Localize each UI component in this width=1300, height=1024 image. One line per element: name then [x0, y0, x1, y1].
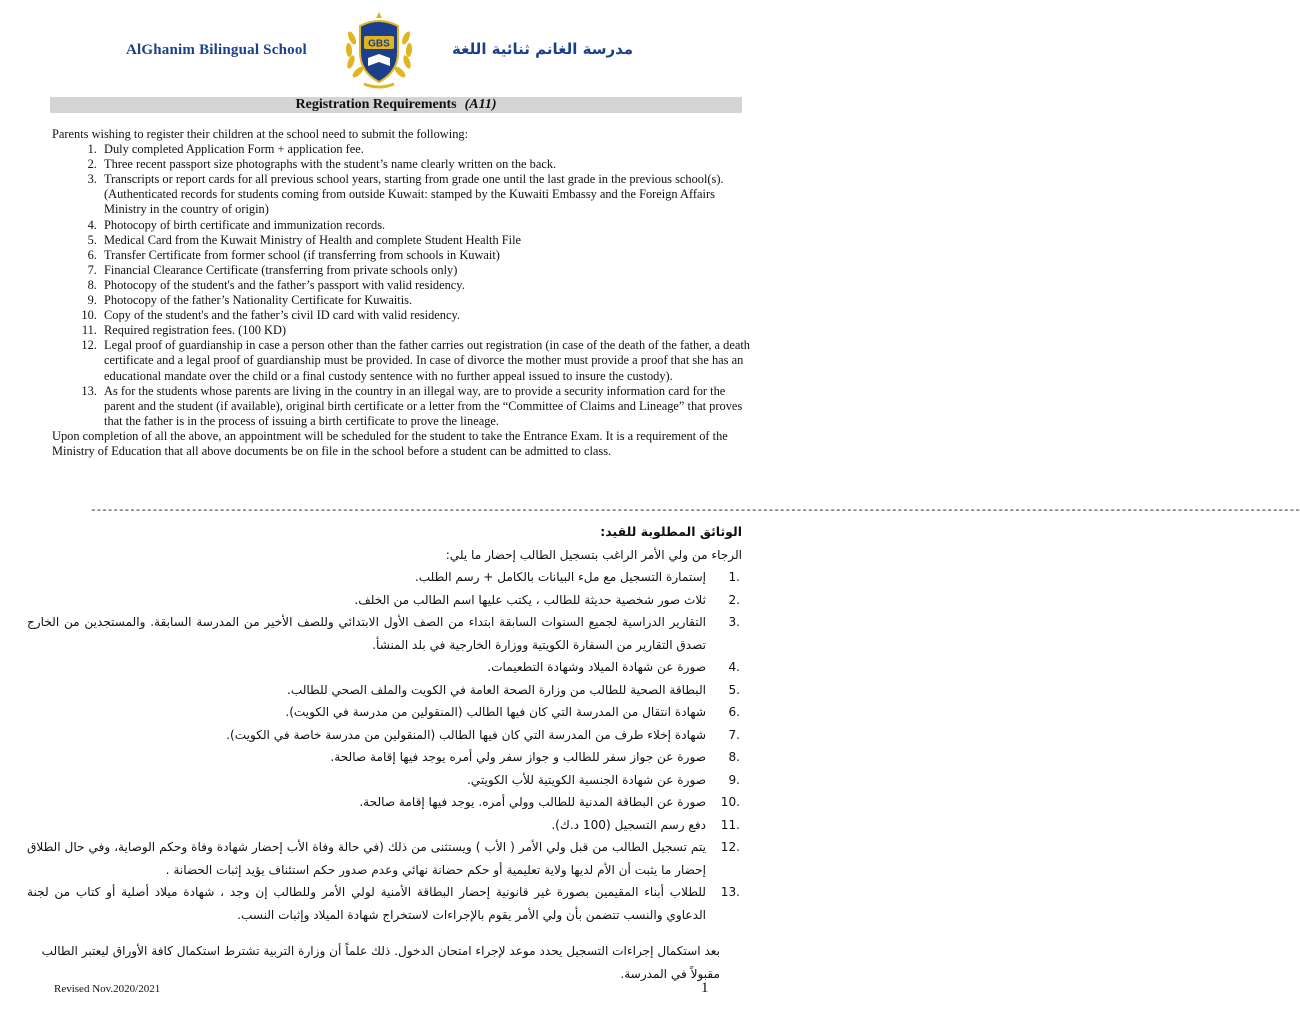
- school-logo: [340, 8, 418, 90]
- item-text: شهادة انتقال من المدرسة التي كان فيها الطالب (المنقولين من مدرسة في الكويت).: [285, 705, 706, 719]
- item-text: صورة عن شهادة الميلاد وشهادة التطعيمات.: [487, 660, 706, 674]
- item-text: دفع رسم التسجيل (100 د.ك).: [551, 817, 706, 832]
- list-item: 3. Transcripts or report cards for all previous school years, starting from grade one until the last grade in the previous school(s). (Authenticated records for students coming from outside Kuwait: stamped by the Kuwaiti Embassy and the Foreign Affairs Ministry in the country of origin): [100, 172, 752, 217]
- page-title: [50, 97, 742, 113]
- item-number: .7: [728, 727, 740, 742]
- item-text: شهادة إخلاء طرف من المدرسة التي كان فيها الطالب (المنقولين من مدرسة خاصة في الكويت).: [226, 727, 706, 742]
- arabic-heading: الوثائق المطلوبة للقيد:: [600, 524, 742, 539]
- list-item: 11. Required registration fees. (100 KD): [100, 323, 752, 338]
- list-item: [27, 836, 742, 881]
- item-text: ثلاث صور شخصية حديثة للطالب ، يكتب عليها اسم الطالب من الخلف.: [354, 592, 706, 607]
- item-text: التقارير الدراسية لجميع السنوات السابقة ابتداء من الصف الأول الابتدائي وللصف الأخير من المدرسة السابقة. والمستجدين من الخارج تصدق التقارير من السفارة الكويتية ووزارة الخارجية في بلد المنشأ.: [27, 615, 706, 652]
- list-item: 6. Transfer Certificate from former school (if transferring from schools in Kuwait): [100, 248, 752, 263]
- item-text: البطاقة الصحية للطالب من وزارة الصحة العامة في الكويت والملف الصحي للطالب.: [286, 682, 706, 697]
- item-text: صورة عن شهادة الجنسية الكويتية للأب الكويتي.: [466, 772, 706, 787]
- list-item: 2. Three recent passport size photographs with the student’s name clearly written on the back.: [100, 157, 752, 172]
- list-item: [27, 656, 742, 679]
- letterhead: [0, 0, 770, 95]
- item-text: إستمارة التسجيل مع ملء البيانات بالكامل + رسم الطلب.: [414, 570, 706, 584]
- item-number: .9: [728, 772, 740, 787]
- arabic-closing: بعد استكمال إجراءات التسجيل يحدد موعد لإجراء امتحان الدخول. ذلك علماً أن وزارة التربية تشترط استكمال كافة الأوراق ليعتبر الطالب مقبولاً في المدرسة.: [41, 944, 720, 981]
- item-text: يتم تسجيل الطالب من قبل ولي الأمر ( الأب ) ويستثنى من ذلك (في حالة وفاة الأب إحضار شهادة وفاة وحكم الوصاية، وفي حال الطلاق إحضار ما يثبت أن الأم لديها ولاية تعليمية أو حكم حضانة نهائي وعدم صدور حكم استئناف يؤيد إثبات الحضانة .: [27, 840, 706, 877]
- list-item: 10. Copy of the student's and the father’s civil ID card with valid residency.: [100, 308, 752, 323]
- title-text: Registration Requirements: [295, 97, 457, 112]
- page-number: 1: [701, 980, 709, 996]
- list-item: [27, 881, 742, 926]
- list-item: 8. Photocopy of the student's and the father’s passport with valid residency.: [100, 278, 752, 293]
- list-item: [27, 791, 742, 814]
- item-text: صورة عن البطاقة المدنية للطالب وولي أمره. يوجد فيها إقامة صالحة.: [359, 795, 706, 809]
- arabic-requirements-list: [27, 566, 742, 926]
- list-item: [27, 814, 742, 837]
- item-number: .3: [728, 615, 740, 629]
- arabic-intro: الرجاء من ولي الأمر الراغب بتسجيل الطالب إحضار ما يلي:: [445, 547, 742, 562]
- list-item: [27, 566, 742, 589]
- item-number: .6: [728, 705, 740, 719]
- item-number: .11: [720, 817, 740, 832]
- english-section: [52, 127, 752, 459]
- list-item: [27, 589, 742, 612]
- english-closing: Upon completion of all the above, an appointment will be scheduled for the student to take the Entrance Exam. It is a requirement of the Ministry of Education that all above documents be on file in the school before a student can be admitted to class.: [52, 428, 728, 458]
- item-number: .2: [728, 592, 740, 607]
- arabic-section: [27, 521, 742, 985]
- list-item: 13. As for the students whose parents are living in the country in an illegal way, are to provide a security information card for the parent and the student (if available), original birth certificate or a letter from the “Committee of Claims and Lineage” that proves that the father is in the process of issuing a birth certificate to prove the lineage.: [100, 384, 752, 429]
- item-number: .1: [728, 570, 740, 584]
- item-number: .12: [720, 840, 740, 854]
- english-intro: Parents wishing to register their children at the school need to submit the following:: [52, 127, 469, 141]
- item-number: .4: [728, 660, 740, 674]
- logo-text: GBS: [368, 38, 390, 50]
- list-item: [27, 701, 742, 724]
- item-number: .13: [720, 885, 740, 899]
- item-text: صورة عن جواز سفر للطالب و جواز سفر ولي أمره يوجد فيها إقامة صالحة.: [330, 750, 706, 764]
- item-number: .8: [728, 750, 740, 764]
- school-name-ar: مدرسة الغانم ثنائية اللغة: [452, 40, 634, 58]
- list-item: 7. Financial Clearance Certificate (transferring from private schools only): [100, 263, 752, 278]
- form-code: (A11): [464, 97, 497, 112]
- english-requirements-list: [52, 142, 752, 429]
- list-item: 4. Photocopy of birth certificate and immunization records.: [100, 218, 752, 233]
- list-item: [27, 724, 742, 747]
- list-item: [27, 679, 742, 702]
- list-item: 1. Duly completed Application Form + application fee.: [100, 142, 752, 157]
- item-number: .5: [728, 682, 740, 697]
- list-item: 5. Medical Card from the Kuwait Ministry of Health and complete Student Health File: [100, 233, 752, 248]
- revision-note: Revised Nov.2020/2021: [54, 983, 161, 995]
- school-name-en: AlGhanim Bilingual School: [126, 42, 307, 58]
- list-item: 9. Photocopy of the father’s Nationality Certificate for Kuwaitis.: [100, 293, 752, 308]
- list-item: 12. Legal proof of guardianship in case a person other than the father carries out registration (in case of the death of the father, a death certificate and a legal proof of guardianship must be provided. In case of divorce the mother must provide a proof that she has an educational mandate over the child or a final custody sentence with no further appeal issued to insure the custody).: [100, 338, 752, 383]
- list-item: [27, 611, 742, 656]
- list-item: [27, 746, 742, 769]
- item-text: للطلاب أبناء المقيمين بصورة غير قانونية إحضار البطاقة الأمنية لولي الأمر وللطالب إن وجد ، شهادة ميلاد أصلية أو كتاب من لجنة الدعاوي والنسب تتضمن بأن ولي الأمر يقوم بالإجراءات لاستخراج شهادة الميلاد وإثبات النسب.: [27, 885, 706, 922]
- item-number: .10: [720, 795, 740, 809]
- section-separator: ------------------------------------------------------------------------------------------------------------------------------------------------------------------------------------------------------------------------: [90, 505, 1300, 517]
- list-item: [27, 769, 742, 792]
